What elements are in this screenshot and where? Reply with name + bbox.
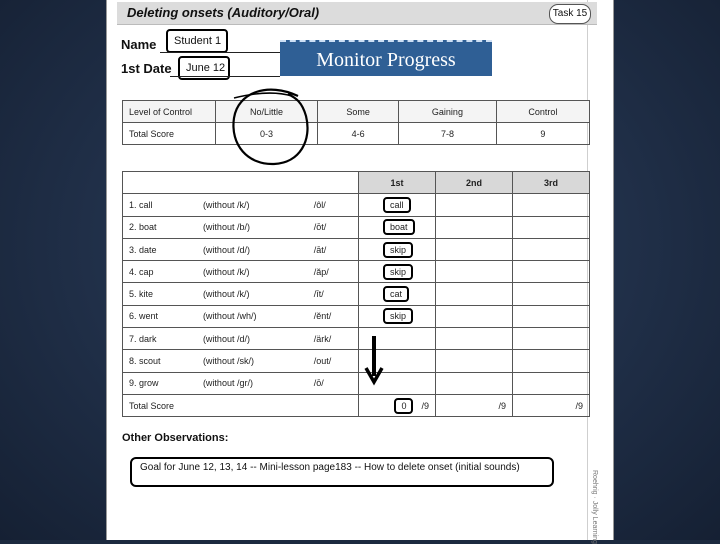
onset-item: 6. went (123, 305, 197, 327)
onset-response-1st (359, 261, 436, 283)
onset-response-2nd (436, 328, 513, 350)
onset-header-row (123, 172, 590, 194)
response-box: call (383, 197, 411, 213)
name-field: Student 1 (166, 29, 228, 53)
page-side-note: Roehrig · Jolly Learning (591, 470, 598, 544)
onset-without: (without /d/) (197, 238, 308, 260)
response-box: cat (383, 286, 409, 302)
onset-item: 3. date (123, 238, 197, 260)
onset-sound: /ôl/ (308, 194, 359, 216)
onset-without: (without /b/) (197, 216, 308, 238)
onset-response-2nd (436, 261, 513, 283)
control-score-gaining: 7-8 (399, 123, 497, 145)
onset-row (123, 194, 590, 216)
onset-response-1st (359, 372, 436, 394)
onset-response-1st (359, 350, 436, 372)
control-header-nolittle: No/Little (216, 101, 318, 123)
total-first-box: 0 (394, 398, 413, 414)
onset-response-1st (359, 328, 436, 350)
onset-response-2nd (436, 216, 513, 238)
onset-response-1st (359, 283, 436, 305)
onset-response-2nd (436, 350, 513, 372)
control-header-some: Some (318, 101, 399, 123)
date-field: June 12 (178, 56, 230, 80)
observations-label: Other Observations: (122, 432, 229, 444)
onset-table (122, 171, 590, 417)
onset-total-1st (359, 394, 436, 416)
onset-item: 7. dark (123, 328, 197, 350)
control-header-control: Control (496, 101, 589, 123)
control-level-table (122, 100, 590, 145)
onset-item: 1. call (123, 194, 197, 216)
task-badge: Task 15 (549, 4, 591, 24)
onset-response-3rd (513, 328, 590, 350)
onset-row (123, 261, 590, 283)
control-score-row (123, 123, 590, 145)
onset-without: (without /k/) (197, 283, 308, 305)
onset-response-3rd (513, 194, 590, 216)
response-box: skip (383, 264, 413, 280)
date-label: 1st Date (121, 61, 172, 76)
control-score-label: Total Score (123, 123, 216, 145)
response-box: skip (383, 308, 413, 324)
onset-row (123, 328, 590, 350)
onset-without: (without /k/) (197, 194, 308, 216)
onset-response-1st (359, 194, 436, 216)
onset-sound: /ō/ (308, 372, 359, 394)
onset-header-1st: 1st (359, 172, 436, 194)
onset-without: (without /k/) (197, 261, 308, 283)
onset-response-2nd (436, 372, 513, 394)
response-box: skip (383, 242, 413, 258)
control-score-control: 9 (496, 123, 589, 145)
onset-response-1st (359, 238, 436, 260)
onset-item: 9. grow (123, 372, 197, 394)
onset-header-2nd: 2nd (436, 172, 513, 194)
onset-without: (without /d/) (197, 328, 308, 350)
onset-response-2nd (436, 283, 513, 305)
onset-response-3rd (513, 283, 590, 305)
onset-header-blank (123, 172, 359, 194)
onset-sound: /ĕnt/ (308, 305, 359, 327)
control-score-nolittle: 0-3 (216, 123, 318, 145)
onset-response-3rd (513, 261, 590, 283)
onset-without: (without /wh/) (197, 305, 308, 327)
control-score-some: 4-6 (318, 123, 399, 145)
onset-response-1st (359, 216, 436, 238)
onset-row (123, 216, 590, 238)
onset-response-3rd (513, 216, 590, 238)
onset-row (123, 238, 590, 260)
onset-sound: /out/ (308, 350, 359, 372)
name-underline (160, 52, 280, 53)
worksheet-header (117, 2, 597, 25)
onset-sound: /ăp/ (308, 261, 359, 283)
onset-response-2nd (436, 238, 513, 260)
onset-response-1st (359, 305, 436, 327)
onset-sound: /īt/ (308, 283, 359, 305)
onset-row (123, 305, 590, 327)
onset-item: 8. scout (123, 350, 197, 372)
onset-row (123, 350, 590, 372)
onset-sound: /ōt/ (308, 216, 359, 238)
total-first-outof: /9 (421, 400, 429, 411)
goal-note-box: Goal for June 12, 13, 14 -- Mini-lesson page183 -- How to delete onset (initial sounds) (130, 457, 554, 487)
monitor-progress-banner: Monitor Progress (280, 40, 492, 76)
onset-sound: /ärk/ (308, 328, 359, 350)
onset-response-3rd (513, 305, 590, 327)
onset-row (123, 283, 590, 305)
onset-total-row (123, 394, 590, 416)
control-header-label: Level of Control (123, 101, 216, 123)
date-underline (170, 76, 280, 77)
response-box: boat (383, 219, 415, 235)
onset-item: 2. boat (123, 216, 197, 238)
onset-response-2nd (436, 194, 513, 216)
onset-total-3rd: /9 (513, 394, 590, 416)
onset-total-2nd: /9 (436, 394, 513, 416)
onset-without: (without /gr/) (197, 372, 308, 394)
onset-response-3rd (513, 372, 590, 394)
onset-item: 4. cap (123, 261, 197, 283)
control-header-gaining: Gaining (399, 101, 497, 123)
onset-header-3rd: 3rd (513, 172, 590, 194)
onset-response-3rd (513, 238, 590, 260)
onset-row (123, 372, 590, 394)
onset-sound: /āt/ (308, 238, 359, 260)
onset-item: 5. kite (123, 283, 197, 305)
onset-total-label: Total Score (123, 394, 359, 416)
control-header-row (123, 101, 590, 123)
onset-without: (without /sk/) (197, 350, 308, 372)
onset-response-2nd (436, 305, 513, 327)
worksheet-title: Deleting onsets (Auditory/Oral) (127, 5, 320, 20)
onset-response-3rd (513, 350, 590, 372)
name-label: Name (121, 37, 157, 52)
